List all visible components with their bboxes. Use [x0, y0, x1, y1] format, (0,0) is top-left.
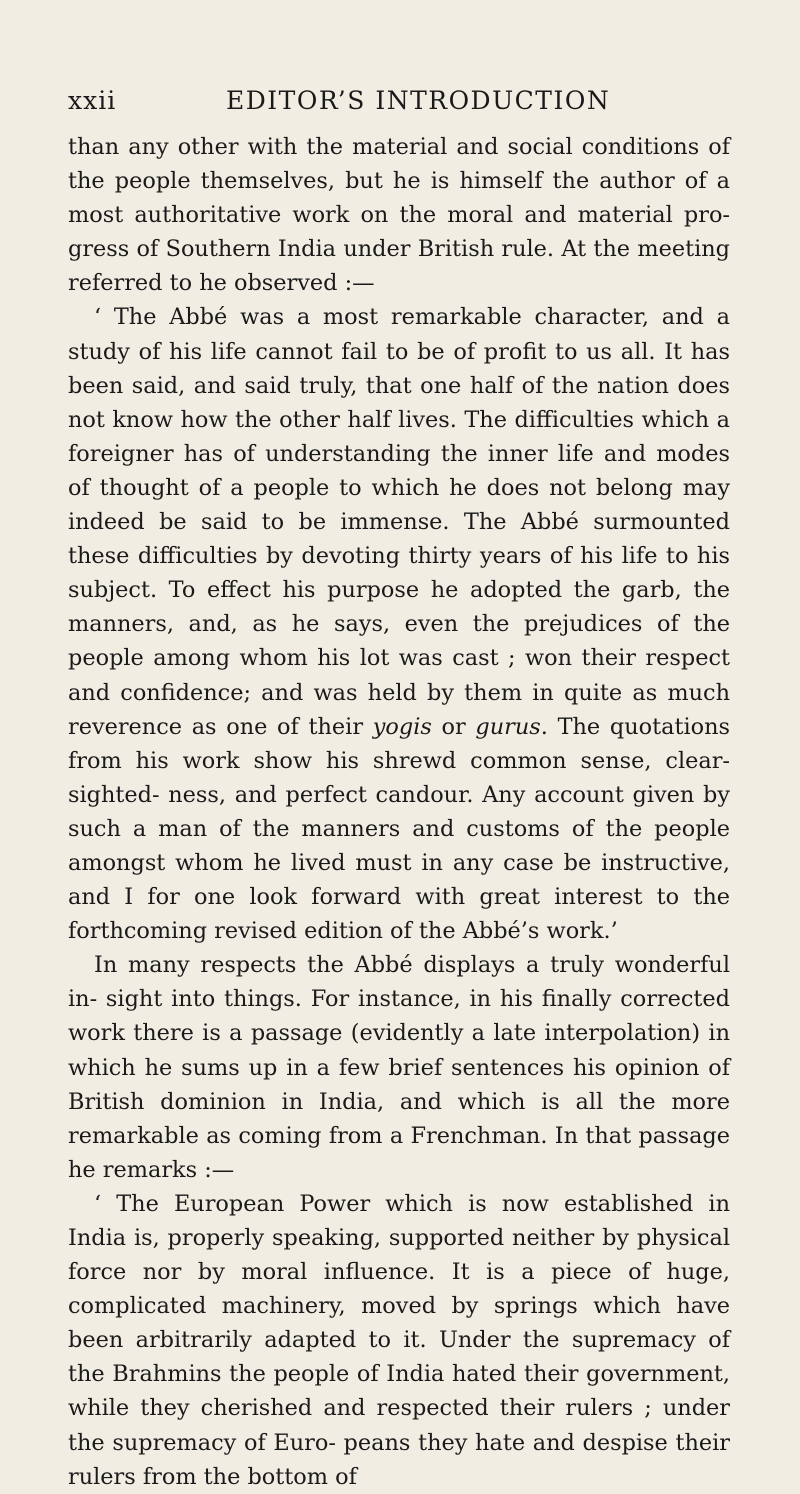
paragraph-1: than any other with the material and social conditions of the people themselves, but he is himself the author of a most authoritative work on the moral and material pro- gress of Southern India under British rule. At the meeting referred to he observed :— [68, 134, 730, 297]
paragraph-2-quotation [68, 300, 730, 948]
running-head [68, 86, 728, 120]
running-head-title: EDITOR’S INTRODUCTION [226, 86, 611, 115]
paragraph-2-text-b: or [431, 713, 476, 740]
page-number: xxii [68, 86, 117, 115]
body-text [68, 130, 730, 1494]
italic-yogis: yogis [372, 713, 432, 740]
paragraph-2-text-c: . The quotations from his work show his shrewd common sense, clear-sighted- ness, and perfect candour. Any account given by such a man of the manners and customs of the people amongst whom he lived must in any case be instructive, and I for one look forward with great interest to the forthcoming revised edition of the Abbé’s work.’ [68, 713, 730, 945]
italic-gurus: gurus [475, 713, 541, 740]
paragraph-4-quotation: ‘ The European Power which is now established in India is, properly speaking, supported neither by physical force nor by moral influence. It is a piece of huge, complicated machinery, moved by springs which have been arbitrarily adapted to it. Under the supremacy of the Brahmins the people of India hated their government, while they cherished and respected their rulers ; under the supremacy of Euro- peans they hate and despise their rulers from the bottom of [68, 1190, 730, 1490]
paragraph-2-text-a: ‘ The Abbé was a most remarkable character, and a study of his life cannot fail to be of profit to us all. It has been said, and said truly, that one half of the nation does not know how the other half lives. The difficulties which a foreigner has of understanding the inner life and modes of thought of a people to which he does not belong may indeed be said to be immense. The Abbé surmounted these difficulties by devoting thirty years of his life to his subject. To effect his purpose he adopted the garb, the manners, and, as he says, even the prejudices of the people among whom his lot was cast ; won their respect and confidence; and was held by them in quite as much reverence as one of their [68, 304, 730, 740]
paragraph-3: In many respects the Abbé displays a truly wonderful in- sight into things. For instance, in his finally corrected work there is a passage (evidently a late interpolation) in which he sums up in a few brief sentences his opinion of British dominion in India, and which is all the more remarkable as coming from a Frenchman. In that passage he remarks :— [68, 952, 730, 1183]
